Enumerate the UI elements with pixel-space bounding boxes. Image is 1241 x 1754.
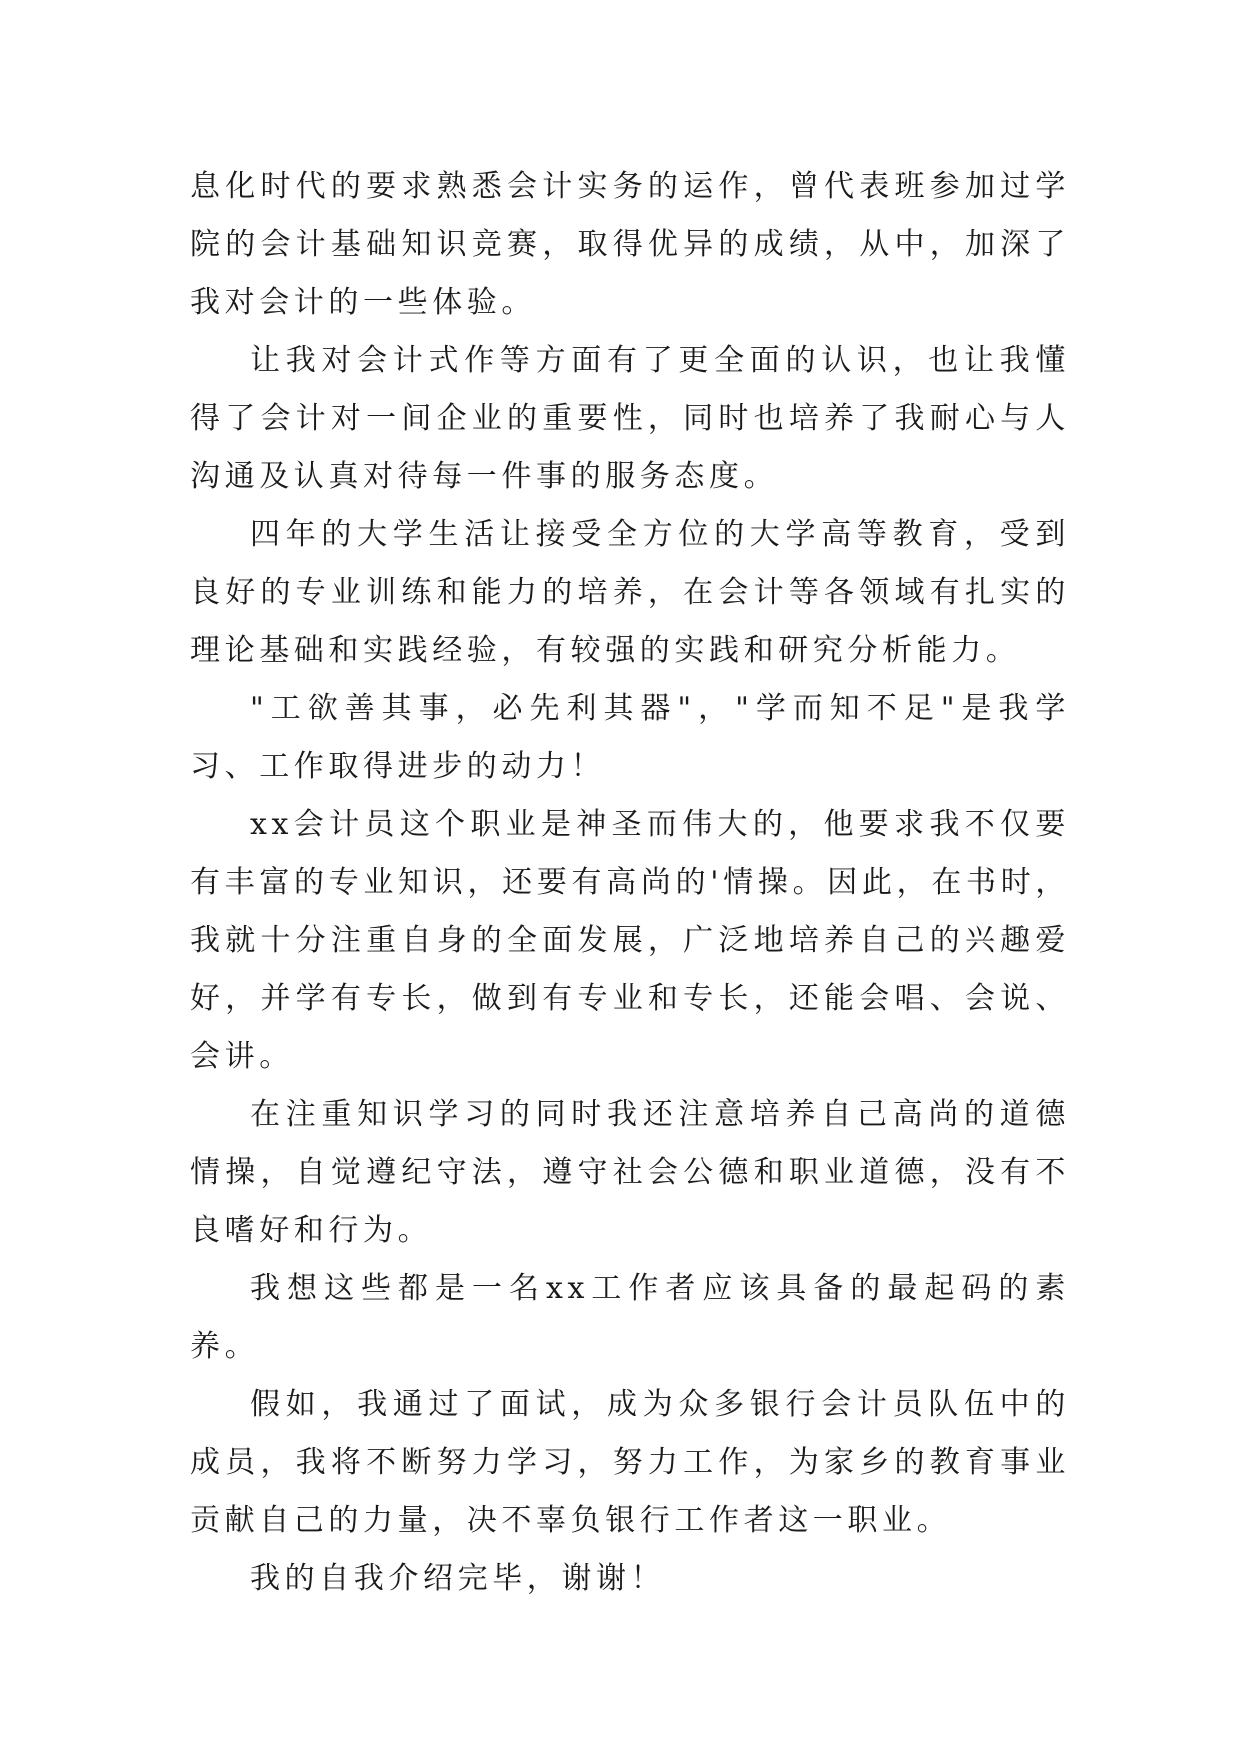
paragraph: 我想这些都是一名xx工作者应该具备的最起码的素养。 xyxy=(190,1271,1070,1364)
paragraph: "工欲善其事，必先利其器"，"学而知不足"是我学习、工作取得进步的动力！ xyxy=(190,691,1070,784)
paragraph: 让我对会计式作等方面有了更全面的认识，也让我懂得了会计对一间企业的重要性，同时也培养了我耐心与人沟通及认真对待每一件事的服务态度。 xyxy=(190,343,1070,494)
paragraph: 假如，我通过了面试，成为众多银行会计员队伍中的成员，我将不断努力学习，努力工作，为家乡的教育事业贡献自己的力量，决不辜负银行工作者这一职业。 xyxy=(190,1387,1070,1538)
paragraph: 四年的大学生活让接受全方位的大学高等教育，受到良好的专业训练和能力的培养，在会计等各领域有扎实的理论基础和实践经验，有较强的实践和研究分析能力。 xyxy=(190,517,1070,668)
paragraph-closing: 我的自我介绍完毕，谢谢！ xyxy=(250,1561,666,1596)
paragraph-continuation: 息化时代的要求熟悉会计实务的运作，曾代表班参加过学院的会计基础知识竞赛，取得优异的成绩，从中，加深了我对会计的一些体验。 xyxy=(190,169,1070,320)
document-body xyxy=(190,158,1070,1608)
paragraph: 在注重知识学习的同时我还注意培养自己高尚的道德情操，自觉遵纪守法，遵守社会公德和职业道德，没有不良嗜好和行为。 xyxy=(190,1097,1070,1248)
paragraph: xx会计员这个职业是神圣而伟大的，他要求我不仅要有丰富的专业知识，还要有高尚的'情操。因此，在书时，我就十分注重自身的全面发展，广泛地培养自己的兴趣爱好，并学有专长，做到有专业和专长，还能会唱、会说、会讲。 xyxy=(190,807,1070,1074)
